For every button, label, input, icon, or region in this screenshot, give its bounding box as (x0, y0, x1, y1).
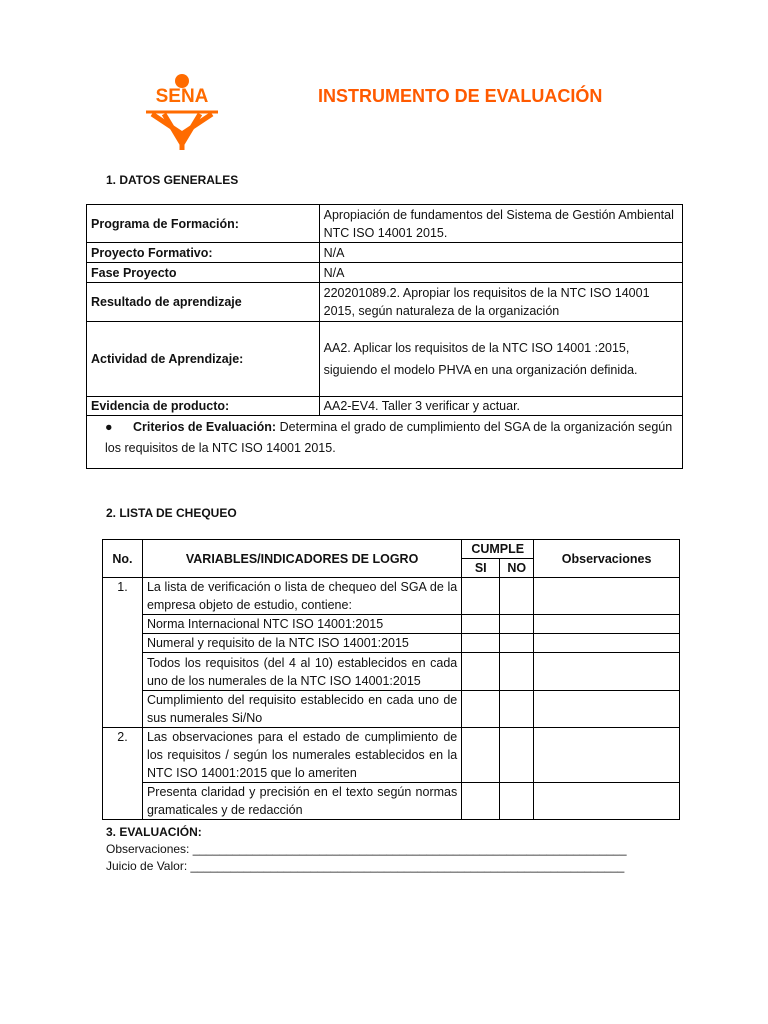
bullet-icon: ● (105, 420, 113, 434)
table-row (87, 243, 683, 263)
no-cell[interactable] (500, 691, 534, 728)
si-cell[interactable] (462, 783, 500, 820)
no-cell[interactable] (500, 634, 534, 653)
row-value: N/A (319, 263, 682, 283)
row-value: Apropiación de fundamentos del Sistema de Gestión Ambiental NTC ISO 14001 2015. (319, 205, 682, 243)
section-heading-evaluacion: 3. EVALUACIÓN: (106, 825, 202, 839)
observaciones-cell[interactable] (534, 783, 680, 820)
section-heading-datos-generales: 1. DATOS GENERALES (106, 173, 239, 187)
criteria-text: Determina el grado de cumplimiento del SGA de la organización según los requisitos de la NTC ISO 14001 2015. (105, 420, 673, 455)
row-value: AA2. Aplicar los requisitos de la NTC ISO 14001 :2015, siguiendo el modelo PHVA en una organización definida. (319, 322, 682, 397)
observaciones-field[interactable]: Observaciones: _________________________________________________________________ (106, 842, 627, 856)
row-label: Actividad de Aprendizaje: (87, 322, 320, 397)
juicio-de-valor-field[interactable]: Juicio de Valor: _________________________________________________________________ (106, 859, 625, 873)
col-header-cumple: CUMPLE (462, 540, 534, 559)
indicator-text: Cumplimiento del requisito establecido en cada uno de sus numerales Si/No (142, 691, 461, 728)
lista-chequeo-table (102, 539, 680, 820)
table-row (103, 578, 680, 615)
indicator-text: Numeral y requisito de la NTC ISO 14001:2015 (142, 634, 461, 653)
table-row (103, 634, 680, 653)
row-value: N/A (319, 243, 682, 263)
table-row (103, 691, 680, 728)
no-cell[interactable] (500, 615, 534, 634)
section-heading-lista-chequeo: 2. LISTA DE CHEQUEO (106, 506, 237, 520)
si-cell[interactable] (462, 653, 500, 691)
si-cell[interactable] (462, 578, 500, 615)
row-label: Programa de Formación: (87, 205, 320, 243)
table-row (103, 615, 680, 634)
table-row (87, 322, 683, 397)
table-row (87, 397, 683, 416)
observaciones-cell[interactable] (534, 634, 680, 653)
no-cell[interactable] (500, 728, 534, 783)
item-number: 2. (103, 728, 143, 820)
row-label: Evidencia de producto: (87, 397, 320, 416)
row-label: Fase Proyecto (87, 263, 320, 283)
no-cell[interactable] (500, 783, 534, 820)
logo-text: SENA (155, 86, 209, 107)
criteria-cell (87, 416, 683, 469)
row-value: 220201089.2. Apropiar los requisitos de la NTC ISO 14001 2015, según naturaleza de la organización (319, 283, 682, 322)
observaciones-cell[interactable] (534, 728, 680, 783)
table-row (87, 416, 683, 469)
col-header-no-cumple: NO (500, 559, 534, 578)
item-number: 1. (103, 578, 143, 728)
si-cell[interactable] (462, 634, 500, 653)
indicator-text: Las observaciones para el estado de cumplimiento de los requisitos / según los numerales establecidos en la NTC ISO 14001:2015 que lo ameriten (142, 728, 461, 783)
si-cell[interactable] (462, 691, 500, 728)
table-row (87, 205, 683, 243)
indicator-text: La lista de verificación o lista de chequeo del SGA de la empresa objeto de estudio, contiene: (142, 578, 461, 615)
indicator-text: Todos los requisitos (del 4 al 10) establecidos en cada uno de los numerales de la NTC ISO 14001:2015 (142, 653, 461, 691)
observaciones-cell[interactable] (534, 615, 680, 634)
table-header-row (103, 540, 680, 559)
table-row (103, 728, 680, 783)
col-header-no: No. (103, 540, 143, 578)
col-header-observaciones: Observaciones (534, 540, 680, 578)
row-value: AA2-EV4. Taller 3 verificar y actuar. (319, 397, 682, 416)
row-label: Resultado de aprendizaje (87, 283, 320, 322)
si-cell[interactable] (462, 615, 500, 634)
observaciones-cell[interactable] (534, 578, 680, 615)
sena-logo-graphic (144, 72, 220, 152)
table-row (87, 283, 683, 322)
si-cell[interactable] (462, 728, 500, 783)
no-cell[interactable] (500, 578, 534, 615)
indicator-text: Presenta claridad y precisión en el texto según normas gramaticales y de redacción (142, 783, 461, 820)
no-cell[interactable] (500, 653, 534, 691)
page-title: INSTRUMENTO DE EVALUACIÓN (318, 86, 603, 106)
criteria-label: Criterios de Evaluación: (133, 420, 277, 434)
sena-logo (144, 72, 220, 152)
table-row (87, 263, 683, 283)
table-row (103, 783, 680, 820)
datos-generales-table (86, 204, 683, 469)
evaluacion-section (106, 824, 627, 875)
observaciones-cell[interactable] (534, 653, 680, 691)
observaciones-cell[interactable] (534, 691, 680, 728)
col-header-variables: VARIABLES/INDICADORES DE LOGRO (142, 540, 461, 578)
indicator-text: Norma Internacional NTC ISO 14001:2015 (142, 615, 461, 634)
col-header-si: SI (462, 559, 500, 578)
row-label: Proyecto Formativo: (87, 243, 320, 263)
table-row (103, 653, 680, 691)
